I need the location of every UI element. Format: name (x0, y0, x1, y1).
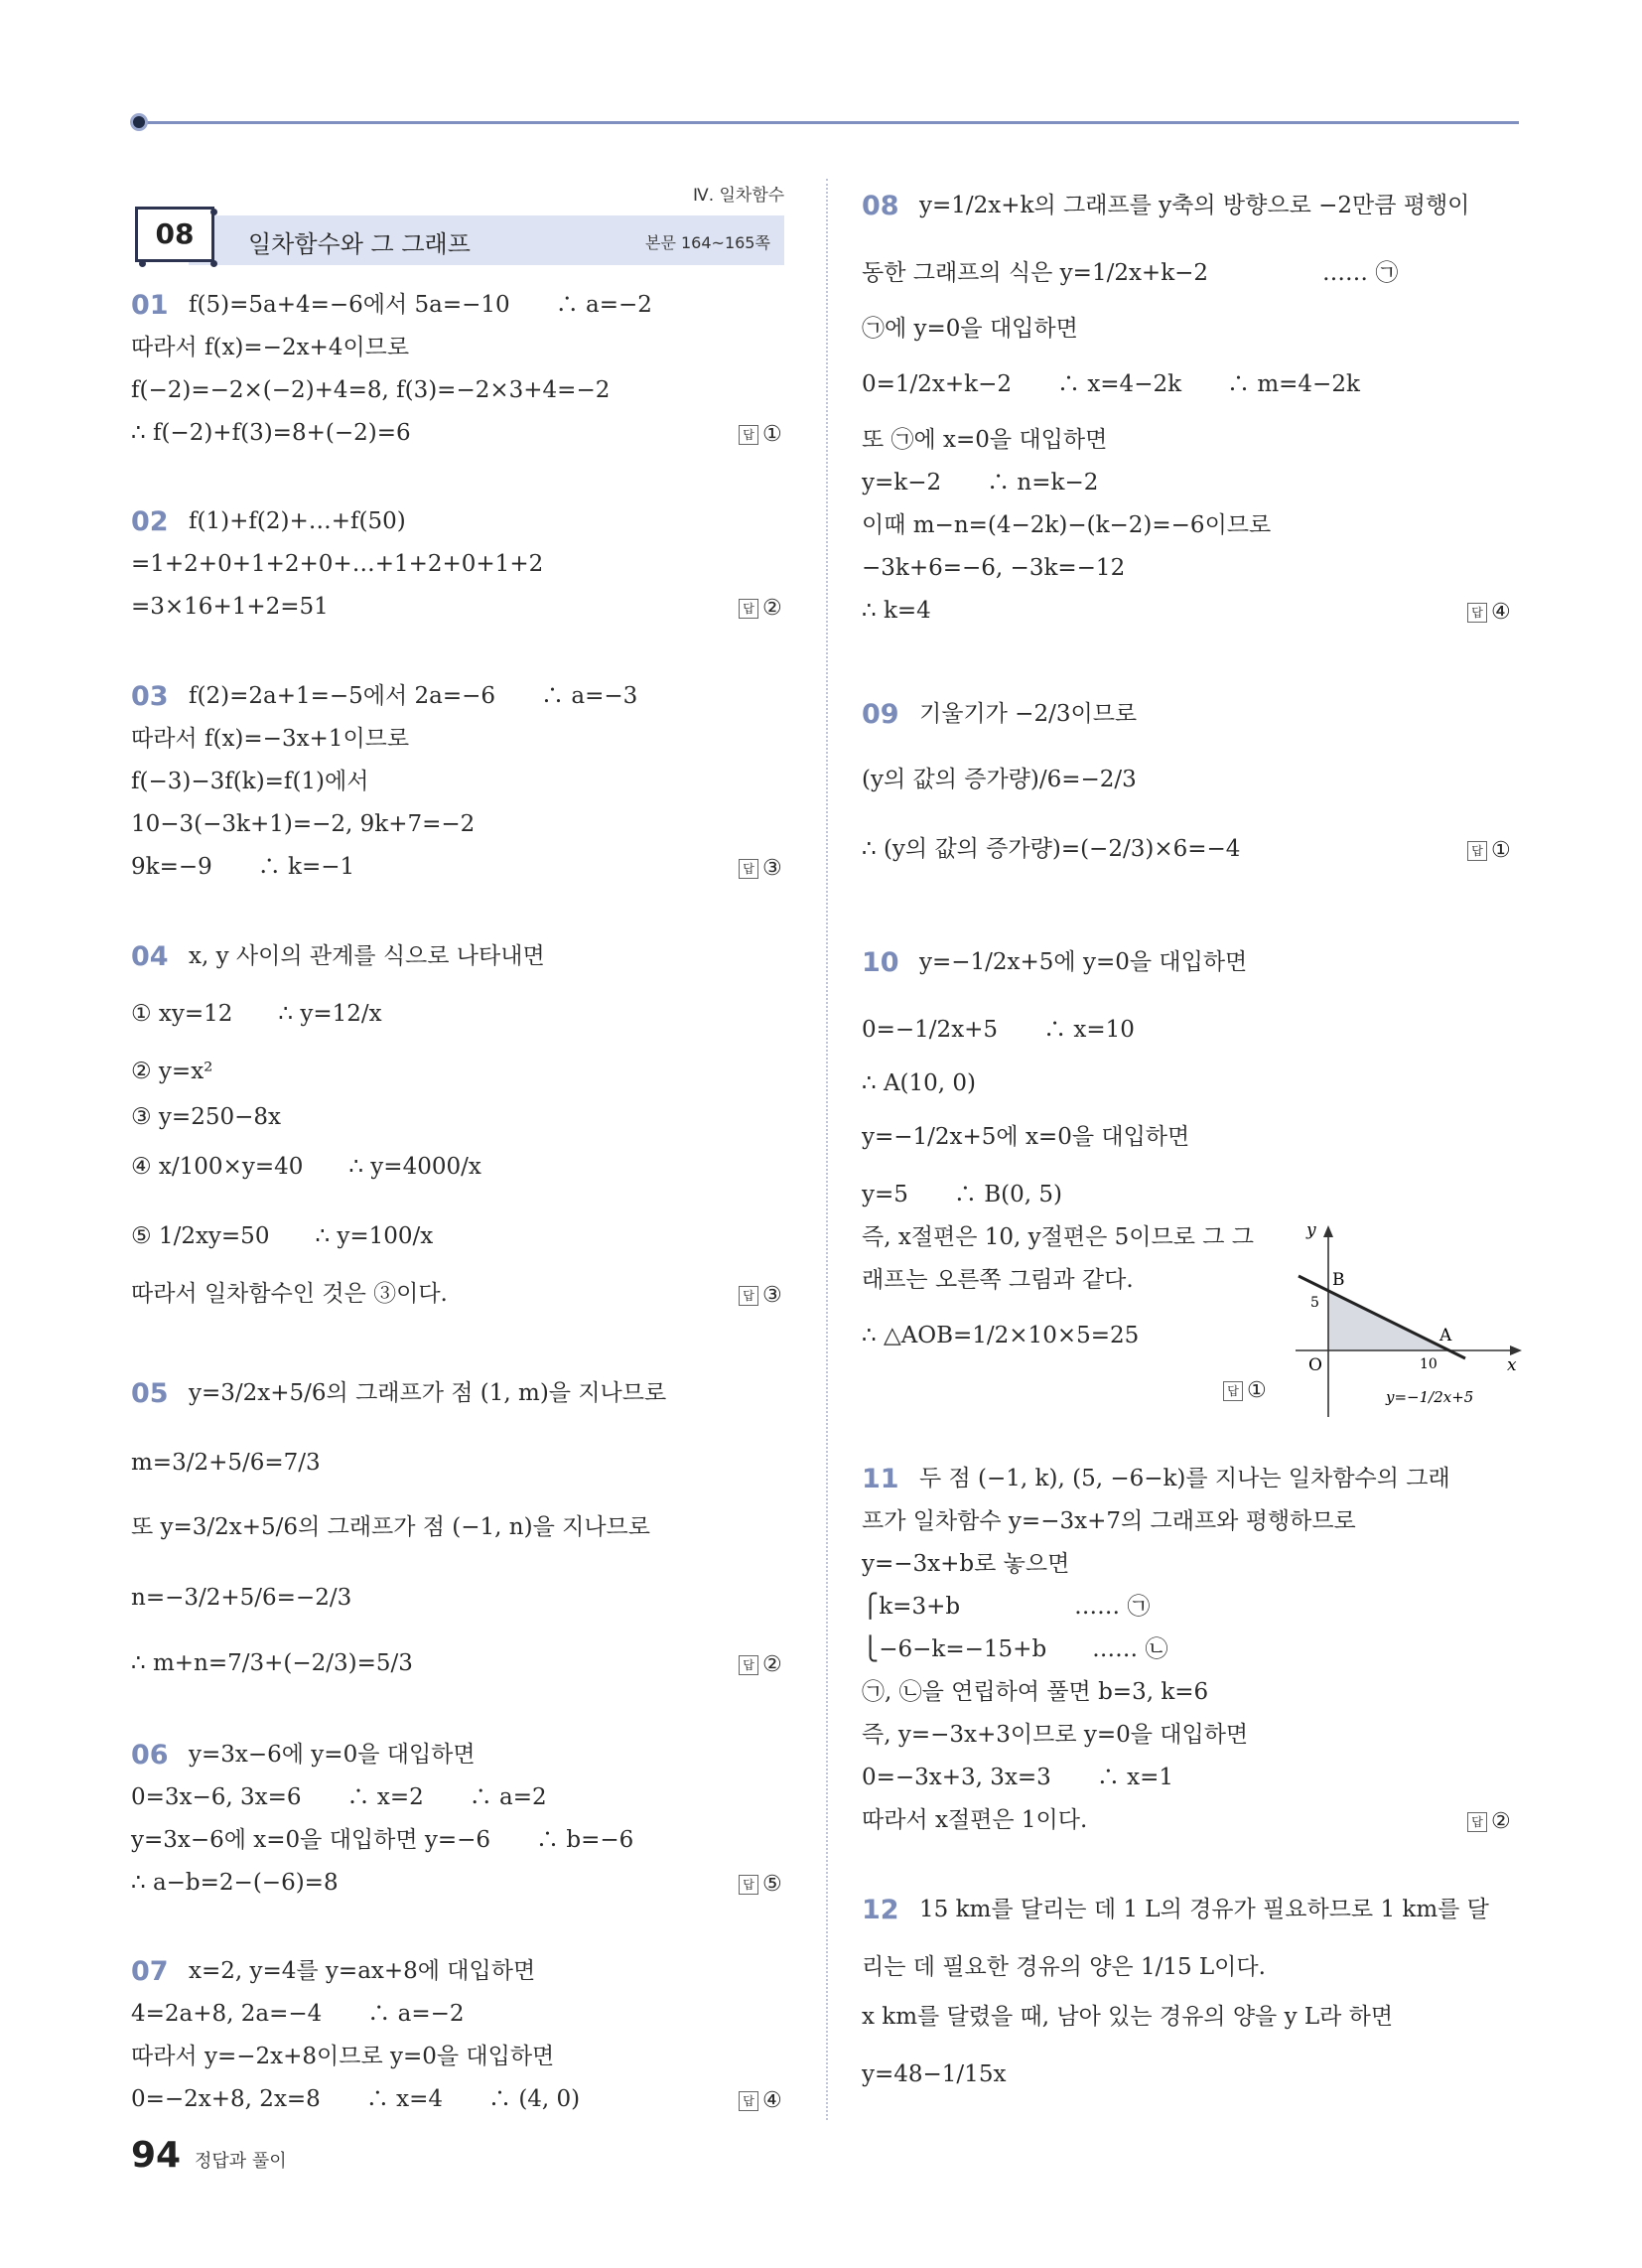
solution-line: f(2)=2a+1=−5에서 2a=−6 ∴ a=−3 (189, 683, 638, 709)
solution-line: y=48−1/15x (862, 2061, 1007, 2087)
solution-line: ④ x/100×y=40 ∴ y=4000/x (131, 1154, 481, 1180)
y-tick-label: 5 (1310, 1295, 1319, 1311)
answer-icon: 답 (1467, 603, 1487, 623)
solution-line: 0=−3x+3, 3x=3 ∴ x=1 (862, 1765, 1174, 1790)
answer-mark (739, 2088, 782, 2113)
solution-line: 즉, x절편은 10, y절편은 5이므로 그 그 (862, 1224, 1254, 1250)
answer-icon: 답 (739, 1875, 758, 1895)
banner-dot (210, 209, 217, 215)
solution-line: ∴ f(−2)+f(3)=8+(−2)=6 (131, 420, 411, 446)
solution-line: y=5 ∴ B(0, 5) (862, 1182, 1062, 1207)
solution-line: −3k+6=−6, −3k=−12 (862, 555, 1126, 581)
solution-line: x, y 사이의 관계를 식으로 나타내면 (189, 943, 545, 969)
solution-line: 0=−1/2x+5 ∴ x=10 (862, 1017, 1135, 1043)
solution-line: 동한 그래프의 식은 y=1/2x+k−2 …… ㉠ (862, 260, 1399, 286)
answer-mark (1467, 838, 1511, 863)
problem-number: 06 (131, 1740, 169, 1771)
answer-choice: ③ (762, 1283, 782, 1308)
answer-choice: ④ (1491, 600, 1511, 625)
solution-line: ② y=x² (131, 1059, 213, 1084)
solution-line: 4=2a+8, 2a=−4 ∴ a=−2 (131, 2001, 465, 2027)
solution-line: y=−1/2x+5에 y=0을 대입하면 (919, 949, 1248, 975)
banner-dot (210, 260, 217, 267)
solution-line: 따라서 f(x)=−2x+4이므로 (131, 335, 410, 360)
problem-number: 07 (131, 1956, 169, 1987)
solution-line: y=−3x+b로 놓으면 (862, 1551, 1070, 1577)
answer-mark (1467, 1809, 1511, 1834)
section-title: 일차함수와 그 그래프 (248, 230, 471, 258)
solution-line: ⎩−6−k=−15+b …… ㉡ (862, 1636, 1168, 1662)
solution-line: ∴ a−b=2−(−6)=8 (131, 1870, 339, 1896)
solution-line: y=3x−6에 x=0을 대입하면 y=−6 ∴ b=−6 (131, 1827, 634, 1853)
solution-line: ∴ (y의 값의 증가량)=(−2/3)×6=−4 (862, 836, 1241, 862)
answer-mark (739, 422, 782, 447)
problem-number: 04 (131, 941, 169, 972)
solution-line: ∴ m+n=7/3+(−2/3)=5/3 (131, 1650, 413, 1676)
solution-line: y=3x−6에 y=0을 대입하면 (189, 1742, 476, 1768)
problem-number: 02 (131, 506, 169, 537)
problem-number: 10 (862, 947, 899, 978)
solution-line: 0=1/2x+k−2 ∴ x=4−2k ∴ m=4−2k (862, 371, 1360, 397)
answer-choice: ④ (762, 2088, 782, 2113)
page-reference: 본문 164~165쪽 (645, 233, 770, 252)
solution-line: f(−3)−3f(k)=f(1)에서 (131, 769, 369, 794)
answer-choice: ③ (762, 856, 782, 881)
answer-choice: ① (1491, 838, 1511, 863)
page-number: 94 (131, 2135, 182, 2176)
solution-line: x km를 달렸을 때, 남아 있는 경유의 양을 y L라 하면 (862, 2004, 1394, 2030)
solution-line: ㉠에 y=0을 대입하면 (862, 316, 1078, 342)
solution-line: y=1/2x+k의 그래프를 y축의 방향으로 −2만큼 평행이 (919, 193, 1470, 218)
answer-mark (739, 596, 782, 621)
solution-line: 0=−2x+8, 2x=8 ∴ x=4 ∴ (4, 0) (131, 2086, 581, 2112)
solution-line: 10−3(−3k+1)=−2, 9k+7=−2 (131, 811, 476, 837)
solution-line: y=3/2x+5/6의 그래프가 점 (1, m)을 지나므로 (189, 1380, 667, 1406)
solution-line: 따라서 y=−2x+8이므로 y=0을 대입하면 (131, 2044, 555, 2069)
banner-dot (139, 260, 146, 267)
point-a-label: A (1439, 1326, 1452, 1346)
x-axis-label: x (1507, 1355, 1517, 1375)
problem-number: 08 (862, 191, 899, 221)
solution-line: (y의 값의 증가량)/6=−2/3 (862, 767, 1137, 792)
answer-icon: 답 (1467, 1812, 1487, 1832)
problem-number: 09 (862, 699, 899, 730)
solution-line: y=k−2 ∴ n=k−2 (862, 470, 1099, 496)
solution-line: 또 y=3/2x+5/6의 그래프가 점 (−1, n)을 지나므로 (131, 1514, 650, 1540)
answer-icon: 답 (739, 1286, 758, 1306)
solution-line: m=3/2+5/6=7/3 (131, 1450, 321, 1476)
chapter-label: Ⅳ. 일차함수 (693, 186, 785, 206)
solution-line: 9k=−9 ∴ k=−1 (131, 854, 355, 880)
x-tick-label: 10 (1420, 1356, 1437, 1372)
problem-number: 05 (131, 1378, 169, 1409)
solution-line: 15 km를 달리는 데 1 L의 경유가 필요하므로 1 km를 달 (919, 1897, 1489, 1922)
answer-choice: ① (762, 422, 782, 447)
answer-choice: ① (1247, 1378, 1267, 1403)
answer-choice: ⑤ (762, 1872, 782, 1897)
solution-line: =3×16+1+2=51 (131, 594, 329, 620)
header-rule (139, 121, 1519, 124)
answer-choice: ② (762, 596, 782, 621)
origin-label: O (1308, 1355, 1322, 1375)
section-number: 08 (135, 207, 214, 262)
line-equation-label: y=−1/2x+5 (1386, 1388, 1474, 1406)
solution-line: 래프는 오른쪽 그림과 같다. (862, 1267, 1134, 1293)
x-axis-arrow (1510, 1346, 1522, 1355)
solution-line: 즉, y=−3x+3이므로 y=0을 대입하면 (862, 1722, 1249, 1748)
line-graph (1291, 1223, 1524, 1422)
answer-icon: 답 (739, 859, 758, 879)
solution-line: ⑤ 1/2xy=50 ∴ y=100/x (131, 1223, 434, 1249)
solution-line: =1+2+0+1+2+0+…+1+2+0+1+2 (131, 551, 544, 577)
solution-line: ③ y=250−8x (131, 1104, 281, 1130)
solution-line: f(−2)=−2×(−2)+4=8, f(3)=−2×3+4=−2 (131, 377, 611, 403)
solution-line: ① xy=12 ∴ y=12/x (131, 1001, 382, 1027)
solution-line: ⎧k=3+b …… ㉠ (862, 1594, 1151, 1620)
answer-mark (739, 1283, 782, 1308)
solution-line: 따라서 일차함수인 것은 ③이다. (131, 1281, 448, 1307)
solution-line: 따라서 x절편은 1이다. (862, 1807, 1088, 1833)
solution-line: 0=3x−6, 3x=6 ∴ x=2 ∴ a=2 (131, 1784, 547, 1810)
solution-line: ㉠, ㉡을 연립하여 풀면 b=3, k=6 (862, 1679, 1209, 1705)
column-divider (826, 179, 828, 2120)
header-bullet (130, 113, 148, 131)
answer-mark (739, 1652, 782, 1677)
solution-line: 기울기가 −2/3이므로 (919, 701, 1138, 727)
solution-line: ∴ k=4 (862, 598, 931, 624)
solution-line: x=2, y=4를 y=ax+8에 대입하면 (189, 1958, 536, 1984)
point-b-label: B (1332, 1270, 1345, 1290)
problem-number: 03 (131, 681, 169, 712)
solution-line: 프가 일차함수 y=−3x+7의 그래프와 평행하므로 (862, 1508, 1356, 1534)
solution-line: 따라서 f(x)=−3x+1이므로 (131, 726, 410, 752)
footer-label: 정답과 풀이 (195, 2151, 287, 2172)
answer-icon: 답 (739, 425, 758, 445)
answer-mark (739, 856, 782, 881)
answer-mark (1223, 1378, 1267, 1403)
answer-mark (1467, 600, 1511, 625)
answer-choice: ② (762, 1652, 782, 1677)
answer-icon: 답 (739, 2091, 758, 2111)
solution-line: 이때 m−n=(4−2k)−(k−2)=−6이므로 (862, 512, 1272, 538)
answer-icon: 답 (1467, 841, 1487, 861)
answer-icon: 답 (739, 1655, 758, 1675)
solution-line: ∴ △AOB=1/2×10×5=25 (862, 1323, 1140, 1348)
answer-icon: 답 (1223, 1381, 1243, 1401)
solution-line: 두 점 (−1, k), (5, −6−k)를 지나는 일차함수의 그래 (919, 1466, 1450, 1491)
problem-number: 01 (131, 290, 169, 321)
solution-line: n=−3/2+5/6=−2/3 (131, 1585, 352, 1611)
solution-line: f(5)=5a+4=−6에서 5a=−10 ∴ a=−2 (189, 292, 652, 318)
y-axis-label: y (1306, 1223, 1316, 1240)
problem-number: 11 (862, 1464, 899, 1494)
solution-line: y=−1/2x+5에 x=0을 대입하면 (862, 1124, 1190, 1150)
solution-line: 리는 데 필요한 경유의 양은 1/15 L이다. (862, 1954, 1266, 1980)
solution-line: f(1)+f(2)+…+f(50) (189, 508, 406, 534)
answer-choice: ② (1491, 1809, 1511, 1834)
solution-line: ∴ A(10, 0) (862, 1070, 977, 1096)
solution-line: 또 ㉠에 x=0을 대입하면 (862, 427, 1108, 453)
answer-icon: 답 (739, 599, 758, 619)
problem-number: 12 (862, 1895, 899, 1925)
answer-mark (739, 1872, 782, 1897)
y-axis-arrow (1323, 1225, 1333, 1237)
